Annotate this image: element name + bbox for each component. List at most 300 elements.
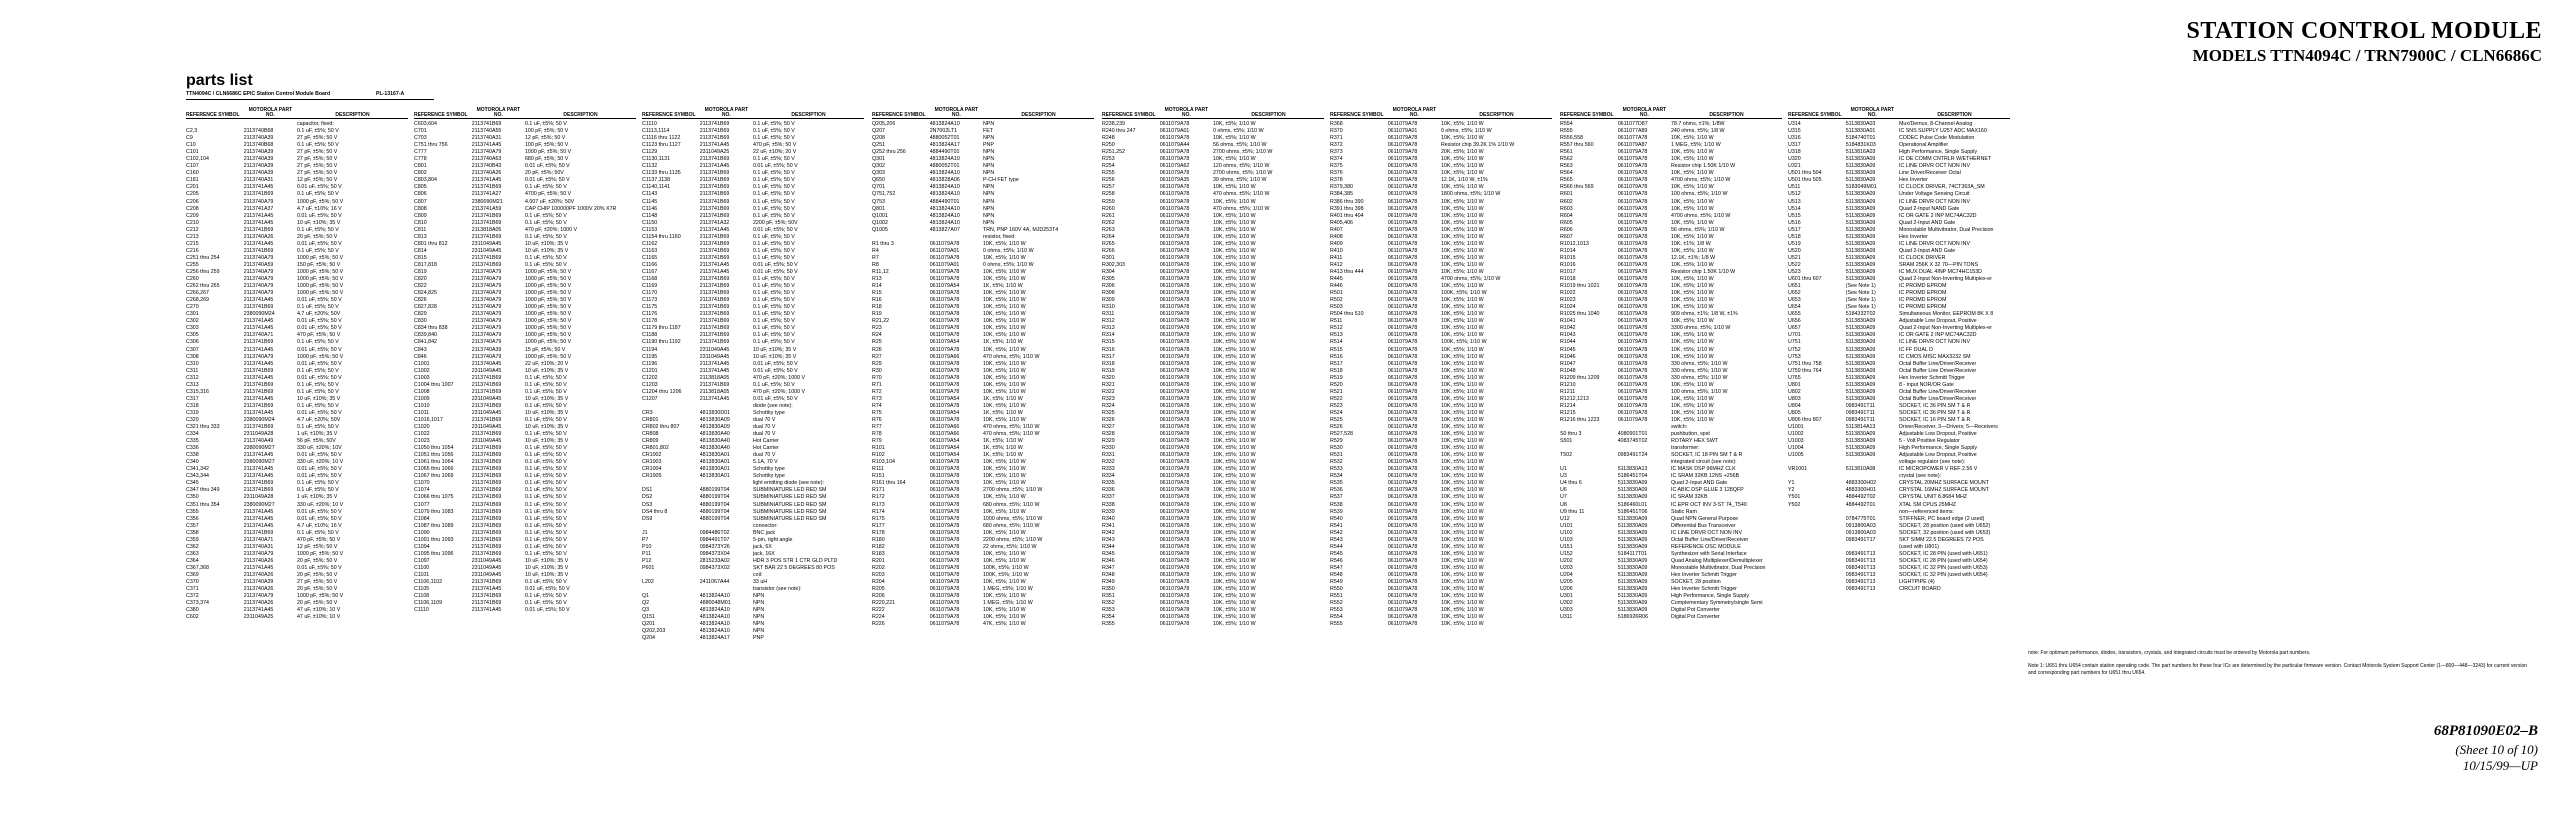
- description: HDR 3 POS STR 1 CTR GLD PLTD: [752, 557, 838, 564]
- table-row: [186, 551, 408, 558]
- reference-symbol: U804: [1788, 402, 1801, 409]
- table-row: [186, 382, 408, 389]
- description: Quad Analog Multiplexer/Demultiplexer: [1670, 557, 1763, 564]
- description: 4700 ohms, ±5%; 1/10 W: [1670, 212, 1731, 219]
- part-number: 2815233A02: [699, 557, 730, 564]
- description: 0.1 uF, ±5%; 50 V: [524, 543, 567, 550]
- part-number: 0611079A78: [1387, 346, 1418, 353]
- reference-symbol: R15: [872, 290, 882, 297]
- reference-symbol: C308: [186, 353, 199, 360]
- reference-symbol: R305: [1102, 276, 1115, 283]
- part-number: 2113740A39: [243, 156, 274, 163]
- description: 0.1 uF, ±5%; 50 V: [524, 466, 567, 473]
- reference-symbol: U6: [1560, 487, 1567, 494]
- part-number: 2113741B69: [471, 550, 502, 557]
- description: 909 ohms, ±1%; 1/8 W, ±1%: [1670, 311, 1738, 318]
- reference-symbol: C846: [414, 353, 427, 360]
- part-number: 5113830A09: [1617, 564, 1648, 571]
- description: IC PROMD EPROM: [1898, 290, 1947, 297]
- reference-symbol: R1018: [1560, 276, 1576, 283]
- table-row: [1788, 466, 2010, 473]
- table-row: [186, 297, 408, 304]
- part-number: 0611079A78: [1387, 374, 1418, 381]
- reference-symbol: C1201: [642, 367, 658, 374]
- part-number: 2380090M27: [243, 501, 275, 508]
- description: 10K, ±5%; 1/10 W: [982, 494, 1026, 501]
- part-number: 0611079A78: [1387, 283, 1418, 290]
- reference-symbol: R533: [1330, 466, 1343, 473]
- table-row: [872, 396, 1094, 403]
- part-number: 0984373Y26: [699, 543, 730, 550]
- description: 10K, ±5%; 1/10 W: [1440, 374, 1484, 381]
- table-row: [1788, 325, 2010, 332]
- part-number: 2311049A45: [471, 438, 502, 445]
- reference-symbol: U318: [1788, 149, 1801, 156]
- reference-symbol: R538: [1330, 501, 1343, 508]
- part-number: 2113741B69: [699, 170, 730, 177]
- table-row: [872, 431, 1094, 438]
- description: 0.1 uF, ±5%; 50 V: [524, 536, 567, 543]
- table-row: [642, 466, 864, 473]
- table-row: [872, 516, 1094, 523]
- table-row: [1330, 184, 1552, 191]
- description: Static Ram: [1670, 508, 1697, 515]
- part-number: 5113830A09: [1617, 586, 1648, 593]
- reference-symbol: C205: [186, 191, 199, 198]
- description: 0.01 uF, ±5%; 50 V: [296, 466, 342, 473]
- description: 1000 pF, ±5%; 50 V: [296, 283, 344, 290]
- reference-symbol: U654: [1788, 304, 1801, 311]
- reference-symbol: R338: [1102, 501, 1115, 508]
- description: 0.1 uF, ±5%; 50 V: [524, 416, 567, 423]
- table-row: [186, 276, 408, 283]
- table-row: [872, 466, 1094, 473]
- reference-symbol: C1143: [642, 191, 658, 198]
- description: 10K, ±5%; 1/10 W: [1440, 459, 1484, 466]
- description: 10K, ±5%; 1/10 W: [1670, 353, 1714, 360]
- part-number: 5113830A09: [1845, 212, 1876, 219]
- reference-symbol: R602: [1560, 198, 1573, 205]
- reference-symbol: R255: [1102, 170, 1115, 177]
- reference-symbol: C303: [186, 325, 199, 332]
- reference-symbol: R532: [1330, 459, 1343, 466]
- part-number: 0611077A89: [1617, 128, 1648, 135]
- table-row: [642, 283, 864, 290]
- table-row: [186, 354, 408, 361]
- description: Quad 2-Input NAND Gate: [1898, 205, 1960, 212]
- table-row: [1102, 551, 1324, 558]
- part-number: 5113830A09: [1845, 360, 1876, 367]
- description: IC LINE DRVR OCT NON INV: [1898, 163, 1971, 170]
- part-number: 4813830A09: [699, 416, 730, 423]
- reference-symbol: C102,104: [186, 156, 209, 163]
- table-row: [1102, 347, 1324, 354]
- reference-symbol: R11,12: [872, 268, 889, 275]
- table-row: [1330, 403, 1552, 410]
- parts-list-title: parts list: [186, 72, 253, 89]
- table-row: [414, 191, 636, 198]
- part-number: 5186926R06: [1617, 614, 1649, 621]
- part-number: 4813830A40: [699, 431, 730, 438]
- description: 470 pF, ±5%; 50 V: [752, 142, 797, 149]
- reference-symbol: C1168: [642, 276, 658, 283]
- part-number: 2113741B69: [471, 487, 502, 494]
- table-row: [872, 452, 1094, 459]
- table-row: [1102, 135, 1324, 142]
- part-number: 0611079A78: [929, 494, 960, 501]
- table-row: [1788, 199, 2010, 206]
- description: 27 pF, ±5%; 50 V: [296, 156, 338, 163]
- description: SOCKET, IC 36 PIN SM T & R: [1898, 402, 1971, 409]
- table-row: [1788, 579, 2010, 586]
- part-number: 5113830A09: [1845, 381, 1876, 388]
- description: 39 ohms, ±5%; 1/10 W: [1212, 177, 1267, 184]
- description: 0.1 uF, ±5%; 50 V: [752, 121, 795, 127]
- part-number: 0983491T13: [1845, 564, 1876, 571]
- reference-symbol: R25: [872, 339, 882, 346]
- column-header: [414, 104, 636, 119]
- description: 10K, ±5%; 1/10 W: [1440, 184, 1484, 191]
- table-row: [1330, 311, 1552, 318]
- table-row: [872, 135, 1094, 142]
- reference-symbol: U806 thru 807: [1788, 416, 1822, 423]
- reference-symbol: C802: [414, 170, 427, 177]
- table-row: [1560, 170, 1782, 177]
- reference-symbol: C1003: [414, 374, 430, 381]
- part-number: 0611079A78: [1387, 177, 1418, 184]
- description: 10K, ±5%; 1/10 W: [1212, 600, 1256, 607]
- reference-symbol: R30: [872, 367, 882, 374]
- part-number: 0611079A78: [1387, 261, 1418, 268]
- part-number: 2113741B69: [243, 367, 274, 374]
- description: 27 pF, ±5%; 50 V: [296, 170, 338, 177]
- reference-symbol: C1110: [642, 121, 657, 127]
- part-number: 0984373X02: [699, 564, 730, 571]
- description: 1K, ±5%; 1/10 W: [982, 339, 1023, 346]
- table-row: [414, 593, 636, 600]
- description: 10K, ±5%; 1/10 W: [1212, 156, 1256, 163]
- part-number: 0611079A78: [929, 388, 960, 395]
- part-number: 2113740A79: [471, 304, 502, 311]
- description: 1 uF, ±10%; 35 V: [296, 431, 338, 438]
- description: 10K, ±5%; 1/10 W: [1440, 557, 1484, 564]
- description: NPN: [982, 156, 995, 163]
- table-row: [1788, 537, 2010, 544]
- part-number: 2113740A79: [243, 198, 274, 205]
- board-name: TTN4094C / CLN6686C EPIC Station Control Module Board: [186, 91, 331, 97]
- part-number: 0611079A78: [1159, 247, 1190, 254]
- table-row: [1330, 375, 1552, 382]
- reference-symbol: Q753: [872, 198, 885, 205]
- part-number: 0611079A78: [1159, 543, 1190, 550]
- description: jack, 16X: [752, 550, 775, 557]
- description: 10K, ±5%; 1/10 W: [1212, 283, 1256, 290]
- part-number: 0611079A78: [1387, 381, 1418, 388]
- table-row: [1788, 396, 2010, 403]
- part-number: 2311049A45: [699, 353, 730, 360]
- reference-symbol: C9: [186, 135, 193, 142]
- part-number: 0611079A78: [929, 550, 960, 557]
- reference-symbol: R321: [1102, 381, 1115, 388]
- part-number: 2113740A55: [471, 128, 502, 135]
- table-row: [186, 502, 408, 509]
- table-row: [1102, 227, 1324, 234]
- reference-symbol: R547: [1330, 564, 1343, 571]
- reference-symbol: R503: [1330, 304, 1343, 311]
- part-number: 2113741A45: [699, 226, 730, 233]
- table-row: [1102, 523, 1324, 530]
- reference-symbol: R202: [872, 564, 885, 571]
- part-number: 2113741B69: [471, 416, 502, 423]
- part-number: 2113741A45: [243, 346, 274, 353]
- table-row: [414, 149, 636, 156]
- part-number: 0611079A78: [1617, 233, 1648, 240]
- description: 0.1 uF, ±5%; 50 V: [524, 233, 567, 240]
- description: 0.1 uF, ±5%; 50 V: [752, 240, 795, 247]
- part-number: 0983491T24: [1617, 452, 1648, 459]
- table-row: [186, 494, 408, 501]
- part-number: 0611079A78: [1617, 156, 1648, 163]
- table-row: [642, 459, 864, 466]
- description: 12 pF, ±5%; 50 V: [296, 177, 338, 184]
- table-row: [642, 438, 864, 445]
- table-row: [1788, 347, 2010, 354]
- table-row: [872, 156, 1094, 163]
- part-number: 5113830A09: [1617, 607, 1648, 614]
- part-number: 2113741A45: [243, 607, 274, 614]
- table-row: [1560, 487, 1782, 494]
- parts-list-subtitle: [186, 91, 426, 97]
- table-row: [414, 565, 636, 572]
- table-row: [872, 339, 1094, 346]
- table-row: [642, 452, 864, 459]
- description: 470 pF, ±5%; 50 V: [296, 536, 341, 543]
- reference-symbol: R1216 thru 1223: [1560, 416, 1600, 423]
- part-number: [1618, 445, 1671, 452]
- part-number: 0983491T13: [1845, 557, 1876, 564]
- table-row: [1560, 607, 1782, 614]
- part-number: 0611079A78: [1159, 388, 1190, 395]
- description: 10K, ±5%; 1/10 W: [1440, 487, 1484, 494]
- table-row: [642, 177, 864, 184]
- reference-symbol: C251 thru 254: [186, 254, 220, 261]
- table-row: [642, 480, 864, 487]
- reference-symbol: R320: [1102, 374, 1115, 381]
- table-row: [1560, 184, 1782, 191]
- description: SOCKET, IC 18 PIN SM T & R: [1670, 452, 1743, 459]
- part-number: 4813830A09: [699, 424, 730, 431]
- reference-symbol: R340: [1102, 515, 1115, 522]
- column-header: [642, 104, 864, 119]
- table-row: [1560, 544, 1782, 551]
- table-row: [1330, 368, 1552, 375]
- table-row: [642, 213, 864, 220]
- reference-symbol: R329: [1102, 438, 1115, 445]
- description: 0.01 uF, ±5%; 50 V: [296, 346, 342, 353]
- model-numbers: MODELS TTN4094C / TRN7900C / CLN6686C: [2192, 45, 2542, 65]
- reference-symbol: Y2: [1788, 487, 1795, 494]
- table-row: [872, 621, 1094, 628]
- description: High Performance, Single Supply: [1670, 593, 1750, 600]
- part-number: 2113741B69: [243, 339, 274, 346]
- part-number: 4813824A10: [929, 184, 960, 191]
- part-number: 0611079A78: [929, 473, 960, 480]
- table-row: [186, 325, 408, 332]
- part-number: 2113741B69: [699, 304, 730, 311]
- part-number: 2113741B69: [699, 233, 730, 240]
- reference-symbol: C301: [186, 311, 199, 318]
- part-number: 2113740A79: [243, 550, 274, 557]
- reference-symbol: U801: [1788, 381, 1801, 388]
- reference-symbol: Q3: [642, 607, 650, 614]
- table-row: [1102, 121, 1324, 128]
- description: 10K, ±5%; 1/10 W: [1212, 557, 1256, 564]
- part-number-header: MOTOROLA PART NO.: [476, 106, 521, 118]
- part-number: 0611079A78: [1387, 452, 1418, 459]
- reference-symbol: C1113,1114: [642, 128, 670, 135]
- part-number: 2113740A26: [471, 170, 502, 177]
- part-number: 2113741B69: [471, 374, 502, 381]
- description: 10K, ±5%; 1/10 W: [1670, 205, 1714, 212]
- reference-symbol: [1788, 558, 1846, 565]
- table-row: [1102, 579, 1324, 586]
- reference-symbol: P12: [642, 557, 652, 564]
- description: crystal (see note):: [1898, 473, 1942, 480]
- description: IC LINE DRVR OCT NON INV: [1898, 240, 1971, 247]
- table-row: [1102, 177, 1324, 184]
- reference-symbol: R78: [872, 431, 882, 438]
- table-row: [872, 572, 1094, 579]
- description: 10K, ±5%; 1/10 W: [1212, 297, 1256, 304]
- description: 10K, ±5%; 1/10 W: [1212, 508, 1256, 515]
- part-number: 2113818A05: [699, 388, 730, 395]
- part-number: 2113740B68: [243, 142, 274, 149]
- reference-symbol: R73: [872, 395, 882, 402]
- reference-symbol: DS9: [642, 515, 653, 522]
- reference-symbol: R411: [1330, 254, 1343, 261]
- reference-symbol: R16: [872, 297, 882, 304]
- part-number: 0611079A78: [1159, 240, 1190, 247]
- reference-symbol: C809: [414, 212, 427, 219]
- reference-symbol: R302,303: [1102, 261, 1125, 268]
- part-number: 2113741B69: [699, 311, 730, 318]
- description: 10K, ±5%; 1/10 W: [982, 374, 1026, 381]
- reference-symbol: R27: [872, 353, 882, 360]
- description: 4.7 uF, ±10%; 16 V: [296, 522, 342, 529]
- reference-symbol: R19: [872, 311, 882, 318]
- description: Hex Inverter: [1898, 233, 1928, 240]
- description: 0 ohms, ±5%; 1/10 W: [982, 261, 1034, 268]
- reference-symbol: [642, 403, 700, 410]
- part-number: 2311049A45: [471, 424, 502, 431]
- description: 470 pF, ±20%; 1000 V: [752, 388, 806, 395]
- table-row: [1102, 199, 1324, 206]
- description: 10K, ±5%; 1/10 W: [1440, 297, 1484, 304]
- reference-symbol: R607: [1560, 233, 1573, 240]
- table-row: [1102, 170, 1324, 177]
- document-title: STATION CONTROL MODULE: [2186, 18, 2542, 44]
- reference-symbol: R178: [872, 529, 885, 536]
- reference-symbol: R318: [1102, 360, 1115, 367]
- table-row: [414, 382, 636, 389]
- table-row: [1560, 128, 1782, 135]
- reference-symbol: U803: [1788, 395, 1801, 402]
- reference-symbol: C321 thru 333: [186, 424, 220, 431]
- table-row: [1102, 361, 1324, 368]
- table-row: [642, 163, 864, 170]
- part-number: 0611079A78: [1617, 191, 1648, 198]
- table-row: [1560, 347, 1782, 354]
- reference-symbol: C343,344: [186, 473, 209, 480]
- table-row: [414, 509, 636, 516]
- reference-symbol: C602: [186, 614, 199, 621]
- part-number: 4813824A10: [929, 121, 960, 127]
- table-row: [1102, 516, 1324, 523]
- reference-symbol: R1212,1213: [1560, 395, 1589, 402]
- reference-symbol: [1788, 544, 1846, 551]
- description: 0.1 uF, ±5%; 50 V: [524, 494, 567, 501]
- reference-symbol: C1178: [642, 318, 658, 325]
- table-row: [1102, 494, 1324, 501]
- table-row: [1560, 537, 1782, 544]
- reference-symbol: R342: [1102, 529, 1115, 536]
- table-row: [1330, 255, 1552, 262]
- reference-symbol: C1145: [642, 198, 658, 205]
- part-number: 0611079A78: [1387, 431, 1418, 438]
- table-row: [872, 149, 1094, 156]
- reference-symbol: R525: [1330, 416, 1343, 423]
- table-row: [414, 523, 636, 530]
- part-number: 0611079A78: [1617, 388, 1648, 395]
- part-number: 4813824A10: [699, 607, 730, 614]
- part-number: 5113830A09: [1845, 233, 1876, 240]
- table-row: [414, 220, 636, 227]
- table-row: [1788, 227, 2010, 234]
- description: 0.01 uF, ±5%; 50 V: [296, 360, 342, 367]
- description: 10K, ±5%; 1/10 W: [1440, 529, 1484, 536]
- description: 10K, ±5%; 1/10 W: [1440, 543, 1484, 550]
- description: 0.1 uF, ±5%; 50 V: [752, 297, 795, 304]
- part-number: 0611079A78: [1387, 247, 1418, 254]
- reference-symbol: C312: [186, 374, 199, 381]
- description: 10K, ±5%; 1/10 W: [1212, 416, 1256, 423]
- table-row: [1330, 354, 1552, 361]
- reference-symbol: C834 thru 838: [414, 325, 448, 332]
- table-row: [1102, 417, 1324, 424]
- table-row: [1102, 466, 1324, 473]
- table-row: [1330, 149, 1552, 156]
- part-number: 2113740A79: [471, 353, 502, 360]
- table-row: [872, 325, 1094, 332]
- part-number: 2113741A45: [699, 367, 730, 374]
- description: 0.1 uF, ±5%; 50 V: [752, 381, 795, 388]
- table-row: [642, 234, 864, 241]
- table-row: [414, 410, 636, 417]
- part-number: 2113741B69: [699, 156, 730, 163]
- description: 10K, ±5%; 1/10 W: [1440, 473, 1484, 480]
- description-header: DESCRIPTION: [1021, 111, 1056, 118]
- table-row: [642, 516, 864, 523]
- description: 20 pF, ±5%; 50 V: [296, 586, 338, 593]
- table-row: [1102, 269, 1324, 276]
- part-number: 0611079A78: [929, 318, 960, 325]
- reference-symbol: C1022: [414, 431, 430, 438]
- part-number: 0611079A78: [1387, 290, 1418, 297]
- table-row: [414, 438, 636, 445]
- description: ROTARY HEX SWT: [1670, 438, 1719, 445]
- part-number: 0611079A78: [1159, 121, 1190, 127]
- table-row: [1330, 170, 1552, 177]
